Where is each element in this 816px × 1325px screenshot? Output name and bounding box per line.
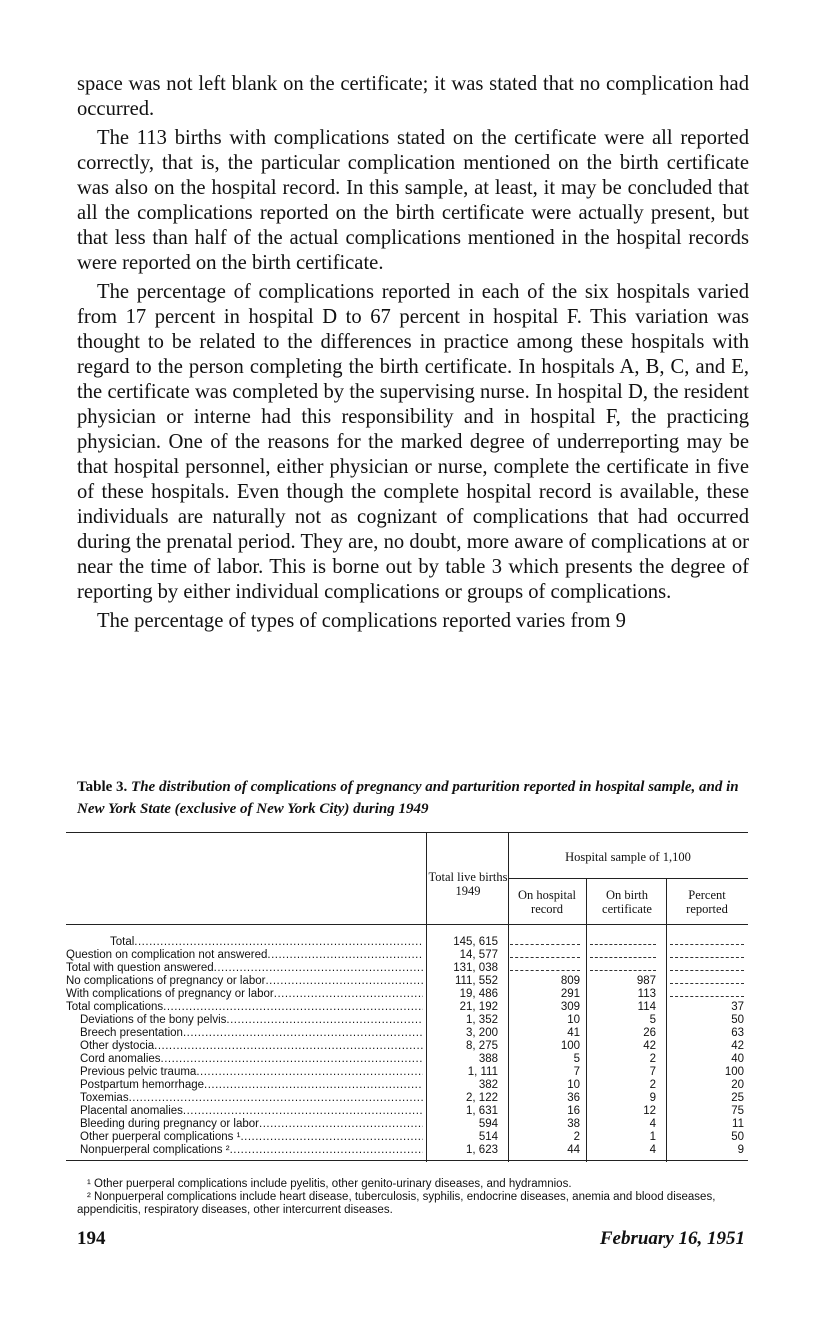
header-bottom-rule [66,924,748,925]
row-label-text: With complications of pregnancy or labor [66,988,274,1000]
cell-percent-reported [670,975,744,984]
cell-on-hospital-record: 16 [567,1105,580,1117]
cell-on-birth-certificate: 4 [649,1144,656,1156]
cell-percent-reported: 50 [731,1131,744,1143]
cell-percent-reported: 100 [724,1066,744,1078]
cell-on-hospital-record [510,962,580,971]
header-hospital-sample: Hospital sample of 1,100 [565,850,691,864]
row-label [66,1092,423,1105]
cell-on-hospital-record: 10 [567,1014,580,1026]
cell-percent-reported: 25 [731,1092,744,1104]
cell-total-live-births: 594 [478,1118,498,1130]
row-label-text: Total complications [66,1001,164,1013]
table-row [66,1040,748,1053]
cell-on-birth-certificate: 26 [643,1027,656,1039]
row-label-text: Other puerperal complications ¹ [80,1131,241,1143]
cell-total-live-births: 111, 552 [454,975,498,987]
cell-on-hospital-record: 10 [567,1079,580,1091]
cell-on-birth-certificate: 114 [637,1001,656,1013]
cell-on-hospital-record: 36 [567,1092,580,1104]
row-label [66,975,423,988]
cell-on-birth-certificate [590,936,656,945]
paragraph-2: The 113 births with complications stated on the certificate were all reported correctly, that is, the particular complication mentioned on the birth certificate was also on the hospital record. In this sample, at least, it may be concluded that all the complications reported on the birth certificate were actually present, but that less than half of the actual complications mentioned in the hospital records were reported on the birth certificate. [77,127,749,274]
row-label [66,1118,423,1131]
subheader-rule [508,878,748,879]
paragraph-4: The percentage of types of complications reported varies from 9 [97,610,626,632]
cell-on-hospital-record: 38 [567,1118,580,1130]
table-bottom-rule [66,1160,748,1161]
row-label-text: No complications of pregnancy or labor [66,975,266,987]
cell-percent-reported: 20 [731,1079,744,1091]
body-text [77,72,749,634]
row-label-text: Breech presentation [80,1027,183,1039]
row-label-text: Bleeding during pregnancy or labor [80,1118,260,1130]
cell-on-birth-certificate [590,962,656,971]
cell-on-hospital-record: 309 [560,1001,580,1013]
cell-on-birth-certificate: 9 [649,1092,656,1104]
cell-total-live-births: 1, 631 [466,1105,498,1117]
table-row [66,962,748,975]
row-label [66,1014,423,1027]
table-caption-text: The distribution of complications of pregnancy and parturition reported in hospital sample, and in New York State (exclusive of New York City) during 1949 [77,779,739,817]
cell-on-birth-certificate: 2 [649,1079,656,1091]
row-label [66,988,423,1001]
cell-percent-reported: 50 [731,1014,744,1026]
row-label [66,1144,423,1157]
row-label [66,1027,423,1040]
table-row [66,1131,748,1144]
cell-total-live-births: 8, 275 [466,1040,498,1052]
row-label [66,1001,423,1014]
cell-percent-reported: 75 [731,1105,744,1117]
footnote-2: ² Nonpuerperal complications include heart disease, tuberculosis, syphilis, endocrine diseases, anemia and blood diseases, appendicitis, respiratory diseases, other intercurrent diseases. [77,1191,716,1216]
table-row [66,1118,748,1131]
page-number: 194 [77,1228,106,1249]
row-label [66,1040,423,1053]
table-3 [66,832,748,1162]
cell-percent-reported [670,936,744,945]
cell-total-live-births: 1, 623 [466,1144,498,1156]
header-total-live-births: Total live births 1949 [428,870,508,898]
table-row [66,936,748,949]
row-label-text: Deviations of the bony pelvis [80,1014,227,1026]
cell-percent-reported: 37 [731,1001,744,1013]
table-row [66,949,748,962]
cell-total-live-births: 131, 038 [453,962,498,974]
cell-total-live-births: 1, 111 [467,1066,498,1078]
cell-on-birth-certificate: 1 [649,1131,656,1143]
cell-on-birth-certificate: 7 [649,1066,656,1078]
row-label-text: Nonpuerperal complications ² [80,1144,230,1156]
cell-on-hospital-record: 7 [573,1066,580,1078]
cell-total-live-births: 14, 577 [459,949,498,961]
row-label-text: Cord anomalies [80,1053,161,1065]
table-row [66,1092,748,1105]
row-label-text: Total [110,936,135,948]
table-top-rule [66,832,748,833]
cell-on-hospital-record: 2 [573,1131,580,1143]
table-row [66,1066,748,1079]
cell-on-birth-certificate: 42 [643,1040,656,1052]
cell-total-live-births: 19, 486 [459,988,498,1000]
cell-percent-reported: 63 [731,1027,744,1039]
cell-total-live-births: 1, 352 [466,1014,498,1026]
table-row [66,1079,748,1092]
header-on-hospital-record: On hospital record [518,888,576,916]
cell-on-hospital-record [510,949,580,958]
row-label-text: Other dystocia [80,1040,155,1052]
table-row [66,1027,748,1040]
cell-percent-reported [670,949,744,958]
row-label [66,949,423,962]
cell-on-birth-certificate: 2 [649,1053,656,1065]
cell-on-hospital-record: 5 [573,1053,580,1065]
cell-total-live-births: 21, 192 [459,1001,498,1013]
footnote-1: ¹ Other puerperal complications include pyelitis, other genito-urinary diseases, and hydramnios. [87,1178,572,1190]
table-row [66,1001,748,1014]
cell-on-birth-certificate: 12 [643,1105,656,1117]
cell-on-hospital-record: 291 [560,988,580,1000]
cell-total-live-births: 3, 200 [466,1027,498,1039]
cell-percent-reported: 40 [731,1053,744,1065]
cell-on-birth-certificate: 987 [636,975,656,987]
cell-total-live-births: 145, 615 [453,936,498,948]
table-row [66,1014,748,1027]
row-label-text: Total with question answered [66,962,214,974]
table-row [66,1053,748,1066]
row-label-text: Toxemias [80,1092,129,1104]
table-caption-lead: Table 3. [77,779,128,795]
row-label [66,1105,423,1118]
cell-total-live-births: 2, 122 [466,1092,498,1104]
cell-total-live-births: 388 [478,1053,498,1065]
cell-percent-reported: 11 [732,1118,744,1130]
header-percent-reported: Percent reported [686,888,728,916]
row-label-text: Question on complication not answered [66,949,268,961]
row-label [66,936,423,949]
table-row [66,988,748,1001]
cell-on-birth-certificate: 5 [649,1014,656,1026]
issue-date: February 16, 1951 [599,1228,745,1249]
cell-percent-reported [670,988,744,997]
cell-percent-reported: 42 [731,1040,744,1052]
row-label-text: Postpartum hemorrhage [80,1079,205,1091]
cell-on-birth-certificate: 113 [637,988,656,1000]
cell-on-hospital-record [510,936,580,945]
row-label [66,1066,423,1079]
table-body [66,936,748,1157]
cell-on-birth-certificate [590,949,656,958]
row-label [66,962,423,975]
row-label [66,1053,423,1066]
row-label-text: Placental anomalies [80,1105,183,1117]
table-footnotes [77,1178,749,1217]
cell-total-live-births: 514 [478,1131,498,1143]
cell-percent-reported: 9 [737,1144,744,1156]
row-label [66,1131,423,1144]
table-row [66,1144,748,1157]
cell-on-birth-certificate: 4 [649,1118,656,1130]
header-on-birth-certificate: On birth certificate [602,888,652,916]
table-caption [77,776,749,820]
cell-percent-reported [670,962,744,971]
table-row [66,1105,748,1118]
cell-on-hospital-record: 100 [560,1040,580,1052]
paragraph-1: space was not left blank on the certificate; it was stated that no complication had occurred. [77,73,749,120]
cell-on-hospital-record: 44 [567,1144,580,1156]
cell-on-hospital-record: 41 [567,1027,580,1039]
cell-on-hospital-record: 809 [560,975,580,987]
paragraph-3: The percentage of complications reported in each of the six hospitals varied from 17 percent in hospital D to 67 percent in hospital F. This variation was thought to be related to the differences in practice among these hospitals with regard to the person completing the birth certificate. In hospitals A, B, C, and E, the certificate was completed by the supervising nurse. In hospital D, the resident physician or interne had this responsibility and in hospital F, the practicing physician. One of the reasons for the marked degree of underreporting may be that hospital personnel, either physician or nurse, complete the certificate in five of these hospitals. Even though the complete hospital record is available, these individuals are naturally not as cognizant of complications that had occurred during the prenatal period. They are, no doubt, more aware of complications at or near the time of labor. This is borne out by table 3 which presents the degree of reporting by either individual complications or groups of complications. [77,281,749,603]
row-label [66,1079,423,1092]
cell-total-live-births: 382 [478,1079,498,1091]
table-row [66,975,748,988]
row-label-text: Previous pelvic trauma [80,1066,197,1078]
